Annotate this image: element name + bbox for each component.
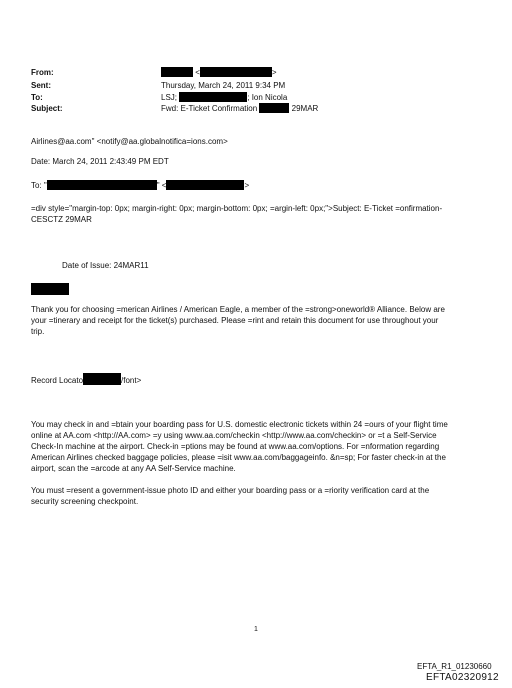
checkin-line-3: Check-In machine at the airport. Check-in =ptions may be found at www.aa.com/options. For =nformation regarding [31,442,440,451]
from-lt: < [195,68,200,77]
date-line: Date: March 24, 2011 2:43:49 PM EDT [31,157,169,166]
to-value [161,92,287,103]
redaction-box [179,92,247,102]
bates-number-large: EFTA02320912 [426,672,499,683]
thanks-line-2: your =tinerary and receipt for the ticket(s) purchased. Please =rint and retain this document for use throughout your [31,316,439,325]
id-line-2: security screening checkpoint. [31,497,139,506]
locator-end: /font> [121,376,142,385]
record-locator-line [31,373,141,386]
from-value [161,67,277,78]
issue-date: Date of Issue: 24MAR11 [62,261,149,270]
checkin-line-4: American Airlines checked baggage policies, please =isit www.aa.com/baggageinfo. &n=sp; For faster check-in at the [31,453,446,462]
from-line: Airlines@aa.com" <notify@aa.globalnotifica=ions.com> [31,137,228,146]
from-label: From: [31,68,54,77]
subject-prefix: Fwd: E-Ticket Confirmation [161,104,258,113]
sent-value: Thursday, March 24, 2011 9:34 PM [161,81,286,90]
sent-label: Sent: [31,81,51,90]
redaction-box [31,283,69,295]
redaction-box [166,180,244,190]
redaction-box [161,67,193,77]
subject-value [161,103,318,114]
thanks-line-1: Thank you for choosing =merican Airlines / American Eagle, a member of the =strong>oneworld® Alliance. Below are [31,305,445,314]
to-prefix: LSJ; [161,93,178,102]
div-line-1: =div style="margin-top: 0px; margin-right: 0px; margin-bottom: 0px; =argin-left: 0px;">Subject: E-Ticket =onfirmation- [31,204,443,213]
to-name: ; Ion Nicola [247,93,288,102]
checkin-line-5: airport, scan the =arcode at any AA Self-Service machine. [31,464,236,473]
redacted-name-line [31,283,69,296]
to-line-mid: " < [156,181,167,190]
to-label: To: [31,93,43,102]
checkin-line-2: online at AA.com <http://AA.com> =y using www.aa.com/checkin <http://www.aa.com/checkin> or =t a Self-Service [31,431,437,440]
redaction-box [200,67,272,77]
checkin-line-1: You may check in and =btain your boarding pass for U.S. domestic electronic tickets within 24 =ours of your flight time [31,420,448,429]
id-line-1: You must =resent a government-issue photo ID and either your boarding pass or a =riority verification card at the [31,486,430,495]
div-line-2: CESCTZ 29MAR [31,215,92,224]
redaction-box [47,180,157,190]
redaction-box [83,373,121,385]
subject-suffix: 29MAR [291,104,319,113]
page-number: 1 [254,626,258,633]
redaction-box [259,103,289,113]
thanks-line-3: trip. [31,327,45,336]
locator-label: Record Locato [31,376,84,385]
from-gt: > [271,68,277,77]
bates-number-small: EFTA_R1_01230660 [417,662,492,671]
to-line-end: > [244,181,250,190]
to-line-label: To: " [31,181,47,190]
subject-label: Subject: [31,104,63,113]
to-line [31,180,249,191]
